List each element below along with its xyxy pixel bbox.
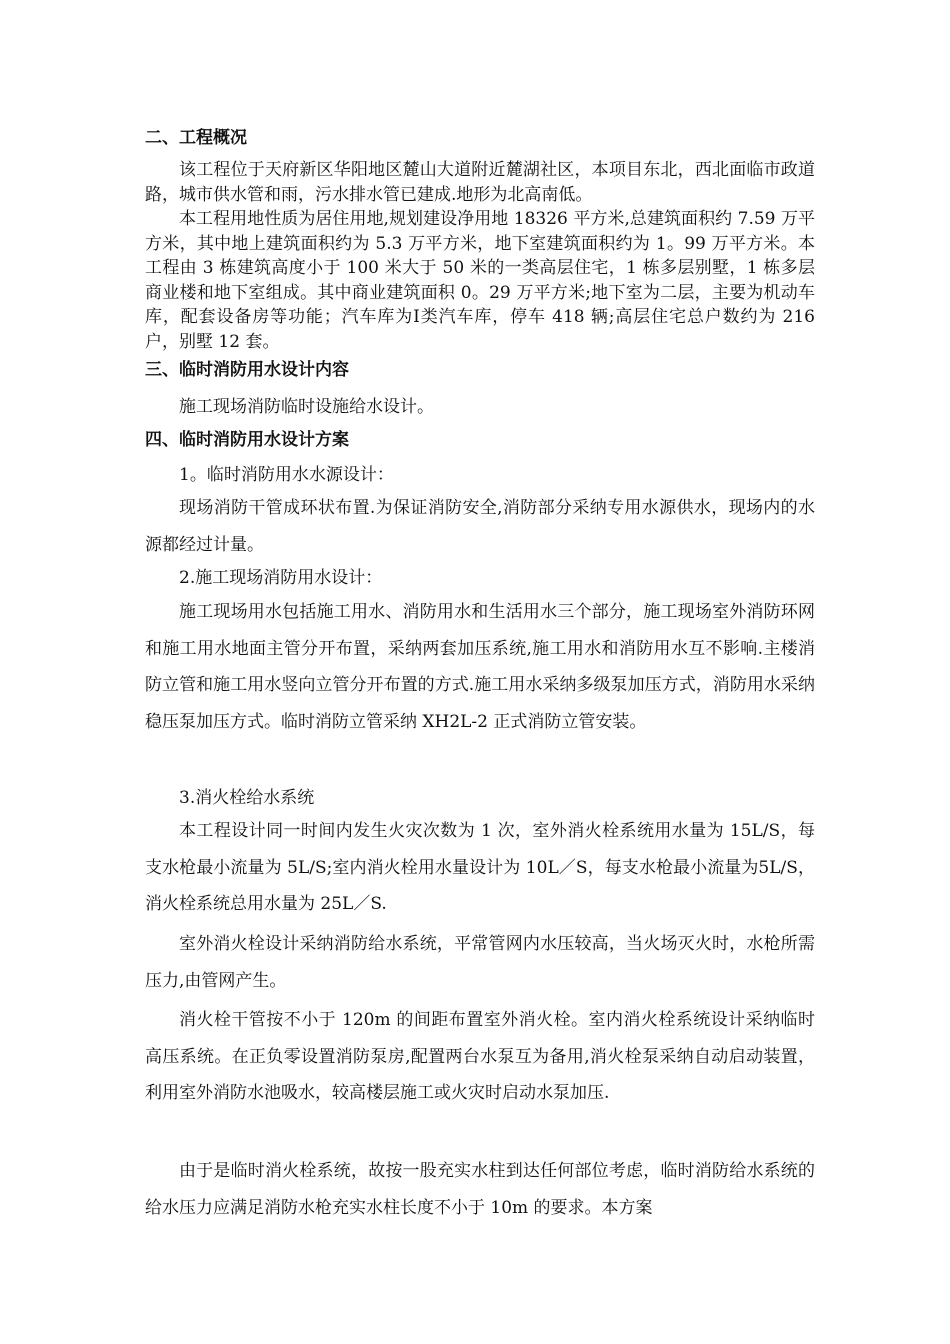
section-4-subheading-3: 3.消火栓给水系统 [179, 788, 315, 808]
section-4-paragraph-4: 室外消火栓设计采纳消防给水系统，平常管网内水压较高，当火场灭火时，水枪所需压力,由管网产生。 [145, 934, 815, 991]
section-4-paragraph-1: 现场消防干管成环状布置.为保证消防安全,消防部分采纳专用水源供水，现场内的水源都经过计量。 [145, 498, 815, 555]
section-2-paragraph-2: 本工程用地性质为居住用地,规划建设净用地 18326 平方米,总建筑面积约 7.59 万平方米，其中地上建筑面积约为 5.3 万平方米，地下室建筑面积约为 1。99 万平方米。本工程由 3 栋建筑高度小于 100 米大于 50 米的一类高层住宅，1 栋多层别墅，1 栋多层商业楼和地下室组成。其中商业建筑面积 0。29 万平方米;地下室为二层，主要为机动车库，配套设备房等功能；汽车库为Ⅰ类汽车库，停车 418 辆;高层住宅总户数约为 216 户，别墅 12 套。 [145, 209, 815, 352]
section-4-paragraph-6: 由于是临时消火栓系统，故按一股充实水柱到达任何部位考虑，临时消防给水系统的给水压力应满足消防水枪充实水柱长度不小于 10m 的要求。本方案 [145, 1161, 815, 1218]
section-2-paragraph-1: 该工程位于天府新区华阳地区麓山大道附近麓湖社区，本项目东北，西北面临市政道路，城市供水管和雨，污水排水管已建成.地形为北高南低。 [145, 160, 815, 205]
section-3-paragraph-1: 施工现场消防临时设施给水设计。 [179, 397, 434, 417]
section-4-paragraph-5: 消火栓干管按不小于 120m 的间距布置室外消火栓。室内消火栓系统设计采纳临时高压系统。在正负零设置消防泵房,配置两台水泵互为备用,消火栓泵采纳自动启动装置，利用室外消防水池吸水，较高楼层施工或火灾时启动水泵加压. [145, 1010, 815, 1103]
section-4-paragraph-2: 施工现场用水包括施工用水、消防用水和生活用水三个部分，施工现场室外消防环网和施工用水地面主管分开布置，采纳两套加压系统,施工用水和消防用水互不影响.主楼消防立管和施工用水竖向立管分开布置的方式.施工用水采纳多级泵加压方式，消防用水采纳稳压泵加压方式。临时消防立管采纳 XH2L-2 正式消防立管安装。 [145, 602, 815, 732]
section-2-title: 二、工程概况 [145, 128, 247, 148]
section-3-title: 三、临时消防用水设计内容 [145, 360, 349, 380]
section-4-title: 四、临时消防用水设计方案 [145, 430, 349, 450]
section-4-subheading-1: 1。临时消防用水水源设计： [179, 465, 394, 485]
section-4-paragraph-3: 本工程设计同一时间内发生火灾次数为 1 次，室外消火栓系统用水量为 15L/S，每支水枪最小流量为 5L/S;室内消火栓用水量设计为 10L／S，每支水枪最小流量为5L/S，消火栓系统总用水量为 25L／S. [145, 821, 815, 914]
section-4-subheading-2: 2.施工现场消防用水设计： [179, 568, 383, 588]
